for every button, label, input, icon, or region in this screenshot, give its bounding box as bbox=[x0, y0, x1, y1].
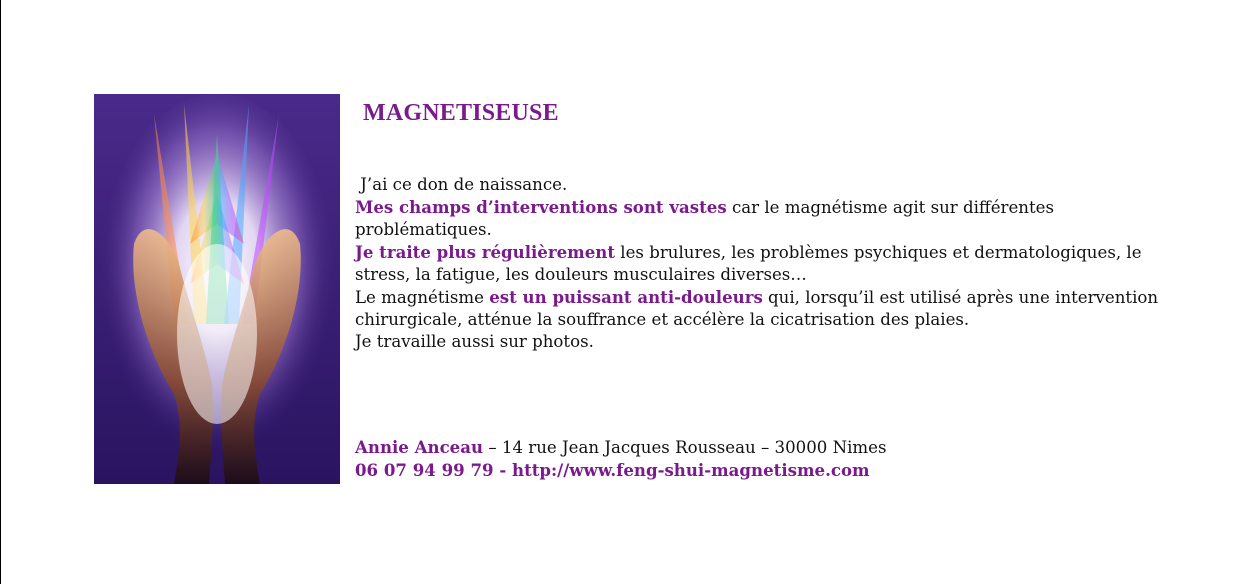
contact-address-line bbox=[355, 436, 1185, 459]
paragraph-treatments bbox=[355, 241, 1185, 286]
description-text bbox=[355, 174, 1185, 353]
painkiller-text-after: qui, lorsqu’il est utilisé après une intervention chirurgicale, atténue la souffrance et accélère la cicatrisation des plaies. bbox=[355, 288, 1159, 329]
page-left-border bbox=[0, 0, 1, 584]
paragraph-painkiller bbox=[355, 286, 1185, 331]
intro-line bbox=[355, 174, 1185, 196]
highlight-treatments: Je traite plus régulièrement bbox=[355, 242, 616, 262]
highlight-painkiller: est un puissant anti-douleurs bbox=[489, 287, 763, 307]
photos-line: Je travaille aussi sur photos. bbox=[355, 332, 594, 351]
painkiller-text-before: Le magnétisme bbox=[355, 288, 490, 307]
fields-text: car le magnétisme agit sur différentes problématiques. bbox=[355, 198, 1054, 239]
paragraph-fields bbox=[355, 196, 1185, 241]
contact-address: – 14 rue Jean Jacques Rousseau – 30000 Nimes bbox=[483, 438, 887, 457]
page-title: MAGNETISEUSE bbox=[363, 100, 559, 126]
highlight-fields: Mes champs d’interventions sont vastes bbox=[355, 197, 727, 217]
healing-hands-image bbox=[94, 94, 340, 484]
gift-sentence: J’ai ce don de naissance. bbox=[360, 175, 568, 194]
treatments-text: les brulures, les problèmes psychiques et dermatologiques, le stress, la fatigue, les douleurs musculaires diverses… bbox=[355, 243, 1142, 284]
contact-info bbox=[355, 436, 1185, 481]
contact-phone-website[interactable]: 06 07 94 99 79 - http://www.feng-shui-magnetisme.com bbox=[355, 460, 870, 480]
contact-name: Annie Anceau bbox=[355, 437, 484, 457]
